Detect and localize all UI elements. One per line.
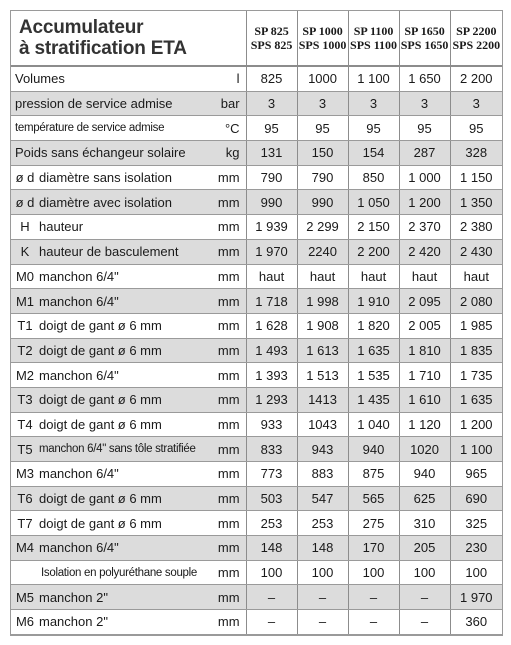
row-value: – [348,610,399,635]
row-value: 1 820 [348,313,399,338]
row-code: T5 [11,437,37,462]
row-value: 2240 [297,239,348,264]
row-value: 565 [348,486,399,511]
row-value: 2 150 [348,215,399,240]
table-row [11,91,502,116]
table-title [11,11,246,66]
row-value: 95 [297,116,348,141]
row-value: 95 [348,116,399,141]
row-value: 150 [297,141,348,166]
row-label: manchon 2" [37,585,207,610]
row-value: 1 970 [450,585,502,610]
row-value: 825 [246,66,297,91]
table-row [11,610,502,635]
row-value: 1 435 [348,387,399,412]
row-value: 1 635 [348,338,399,363]
row-label: diamètre avec isolation [37,190,207,215]
row-value: 2 299 [297,215,348,240]
row-unit: mm [207,264,246,289]
table-row [11,289,502,314]
table-row [11,190,502,215]
table-body [11,66,502,634]
row-unit: mm [207,289,246,314]
row-value: 1 613 [297,338,348,363]
row-value: 325 [450,511,502,536]
row-value: haut [246,264,297,289]
row-unit: mm [207,486,246,511]
table-row [11,536,502,561]
row-value: 1 998 [297,289,348,314]
row-unit: mm [207,239,246,264]
row-value: 1 535 [348,363,399,388]
row-value: 230 [450,536,502,561]
row-value: 1 120 [399,412,450,437]
row-label: diamètre sans isolation [37,165,207,190]
title-line-2: à stratification ETA [19,38,187,59]
row-value: haut [348,264,399,289]
row-code: T4 [11,412,37,437]
row-code: T7 [11,511,37,536]
row-code: M3 [11,462,37,487]
row-value: 2 200 [348,239,399,264]
row-value: 965 [450,462,502,487]
row-value: 940 [348,437,399,462]
row-unit: mm [207,585,246,610]
row-value: 3 [246,91,297,116]
row-value: 547 [297,486,348,511]
row-label: manchon 6/4" [37,363,207,388]
row-value: haut [399,264,450,289]
row-code: T6 [11,486,37,511]
row-value: 1 100 [348,66,399,91]
row-code: M4 [11,536,37,561]
row-value: 100 [246,560,297,585]
row-value: 360 [450,610,502,635]
table-row [11,165,502,190]
row-value: 1 050 [348,190,399,215]
row-code: ø d [11,165,37,190]
row-value: – [399,585,450,610]
row-value: 1 735 [450,363,502,388]
row-value: 1 718 [246,289,297,314]
row-value: 148 [297,536,348,561]
row-value: 990 [246,190,297,215]
table-row [11,116,502,141]
column-header-1000: SP 1000 SPS 1000 [297,11,348,66]
row-code: ø d [11,190,37,215]
row-value: 1 939 [246,215,297,240]
row-code: T1 [11,313,37,338]
row-value: 275 [348,511,399,536]
row-unit: l [207,66,246,91]
row-value: 2 200 [450,66,502,91]
row-value: 100 [297,560,348,585]
row-code: M2 [11,363,37,388]
row-label: manchon 6/4" sans tôle stratifiée [37,437,207,462]
row-value: 100 [348,560,399,585]
title-line-1: Accumulateur [19,17,144,38]
row-value: – [297,610,348,635]
row-value: 3 [348,91,399,116]
row-unit: mm [207,536,246,561]
row-value: 2 080 [450,289,502,314]
row-value: 690 [450,486,502,511]
row-value: 1 835 [450,338,502,363]
row-label: Poids sans échangeur solaire [11,141,207,166]
table-row [11,511,502,536]
row-unit: mm [207,215,246,240]
row-value: 1 628 [246,313,297,338]
row-unit: mm [207,462,246,487]
row-label: manchon 6/4" [37,536,207,561]
row-value: 100 [450,560,502,585]
row-value: 1 493 [246,338,297,363]
row-value: 1 150 [450,165,502,190]
row-value: 154 [348,141,399,166]
row-label: hauteur de basculement [37,239,207,264]
row-label: pression de service admise [11,91,207,116]
row-unit: mm [207,437,246,462]
row-value: 773 [246,462,297,487]
row-value: 883 [297,462,348,487]
table-row [11,585,502,610]
row-value: 933 [246,412,297,437]
row-value: 2 005 [399,313,450,338]
row-unit: mm [207,313,246,338]
row-code: H [11,215,37,240]
table-row [11,239,502,264]
row-unit: mm [207,190,246,215]
row-value: 1 200 [450,412,502,437]
table-row [11,437,502,462]
row-value: 1 350 [450,190,502,215]
row-value: 1 200 [399,190,450,215]
row-value: 1 393 [246,363,297,388]
row-value: 1043 [297,412,348,437]
row-value: 148 [246,536,297,561]
row-label: manchon 6/4" [37,289,207,314]
row-unit: °C [207,116,246,141]
row-value: 943 [297,437,348,462]
row-value: 2 380 [450,215,502,240]
row-value: 2 420 [399,239,450,264]
row-value: 940 [399,462,450,487]
table-row [11,363,502,388]
row-value: 287 [399,141,450,166]
row-value: 253 [297,511,348,536]
table-row [11,338,502,363]
row-label: Isolation en polyuréthane souple [11,560,207,585]
row-value: 1 040 [348,412,399,437]
column-header-2200: SP 2200 SPS 2200 [450,11,502,66]
row-label: doigt de gant ø 6 mm [37,511,207,536]
row-value: – [246,610,297,635]
column-header-1100: SP 1100 SPS 1100 [348,11,399,66]
row-value: – [246,585,297,610]
row-value: 3 [297,91,348,116]
row-value: 328 [450,141,502,166]
row-value: 790 [297,165,348,190]
column-header-825: SP 825 SPS 825 [246,11,297,66]
table-row [11,412,502,437]
row-label: Volumes [11,66,207,91]
row-unit: mm [207,412,246,437]
row-value: – [297,585,348,610]
row-unit: mm [207,338,246,363]
row-value: 503 [246,486,297,511]
row-label: doigt de gant ø 6 mm [37,313,207,338]
row-unit: mm [207,387,246,412]
row-value: 875 [348,462,399,487]
table-row [11,66,502,91]
row-value: haut [297,264,348,289]
table-row [11,387,502,412]
row-unit: mm [207,511,246,536]
row-value: 2 095 [399,289,450,314]
table-row [11,560,502,585]
row-code: M0 [11,264,37,289]
row-value: 1413 [297,387,348,412]
row-value: 833 [246,437,297,462]
row-value: 1 910 [348,289,399,314]
row-value: 790 [246,165,297,190]
row-value: 205 [399,536,450,561]
row-value: 1 513 [297,363,348,388]
row-value: 990 [297,190,348,215]
row-value: – [399,610,450,635]
row-unit: mm [207,560,246,585]
row-value: 1 100 [450,437,502,462]
row-value: – [348,585,399,610]
row-value: haut [450,264,502,289]
table-row [11,215,502,240]
row-unit: kg [207,141,246,166]
row-value: 100 [399,560,450,585]
row-code: M6 [11,610,37,635]
row-value: 253 [246,511,297,536]
row-code: M1 [11,289,37,314]
row-value: 1 650 [399,66,450,91]
table-row [11,313,502,338]
column-header-1650: SP 1650 SPS 1650 [399,11,450,66]
row-unit: mm [207,363,246,388]
row-unit: bar [207,91,246,116]
spec-sheet [10,10,503,636]
row-code: T2 [11,338,37,363]
row-value: 95 [450,116,502,141]
row-code: T3 [11,387,37,412]
row-value: 1 000 [399,165,450,190]
row-value: 95 [246,116,297,141]
table-row [11,462,502,487]
row-label: manchon 2" [37,610,207,635]
row-value: 850 [348,165,399,190]
row-label: doigt de gant ø 6 mm [37,486,207,511]
row-value: 3 [450,91,502,116]
row-value: 1 293 [246,387,297,412]
row-code: K [11,239,37,264]
row-value: 170 [348,536,399,561]
header-row [11,11,502,66]
row-value: 1 710 [399,363,450,388]
row-label: hauteur [37,215,207,240]
row-label: doigt de gant ø 6 mm [37,412,207,437]
row-value: 1 908 [297,313,348,338]
row-unit: mm [207,165,246,190]
row-value: 2 370 [399,215,450,240]
row-label: manchon 6/4" [37,462,207,487]
row-value: 3 [399,91,450,116]
table-row [11,264,502,289]
row-value: 131 [246,141,297,166]
row-value: 95 [399,116,450,141]
table-row [11,141,502,166]
row-code: M5 [11,585,37,610]
row-unit: mm [207,610,246,635]
row-value: 1 810 [399,338,450,363]
row-value: 1020 [399,437,450,462]
row-label: doigt de gant ø 6 mm [37,387,207,412]
row-value: 1 970 [246,239,297,264]
row-label: doigt de gant ø 6 mm [37,338,207,363]
spec-table [11,11,502,635]
row-label: température de service admise [11,116,207,141]
row-value: 625 [399,486,450,511]
row-value: 1 635 [450,387,502,412]
row-value: 310 [399,511,450,536]
row-value: 2 430 [450,239,502,264]
row-value: 1000 [297,66,348,91]
row-label: manchon 6/4" [37,264,207,289]
row-value: 1 610 [399,387,450,412]
row-value: 1 985 [450,313,502,338]
table-row [11,486,502,511]
